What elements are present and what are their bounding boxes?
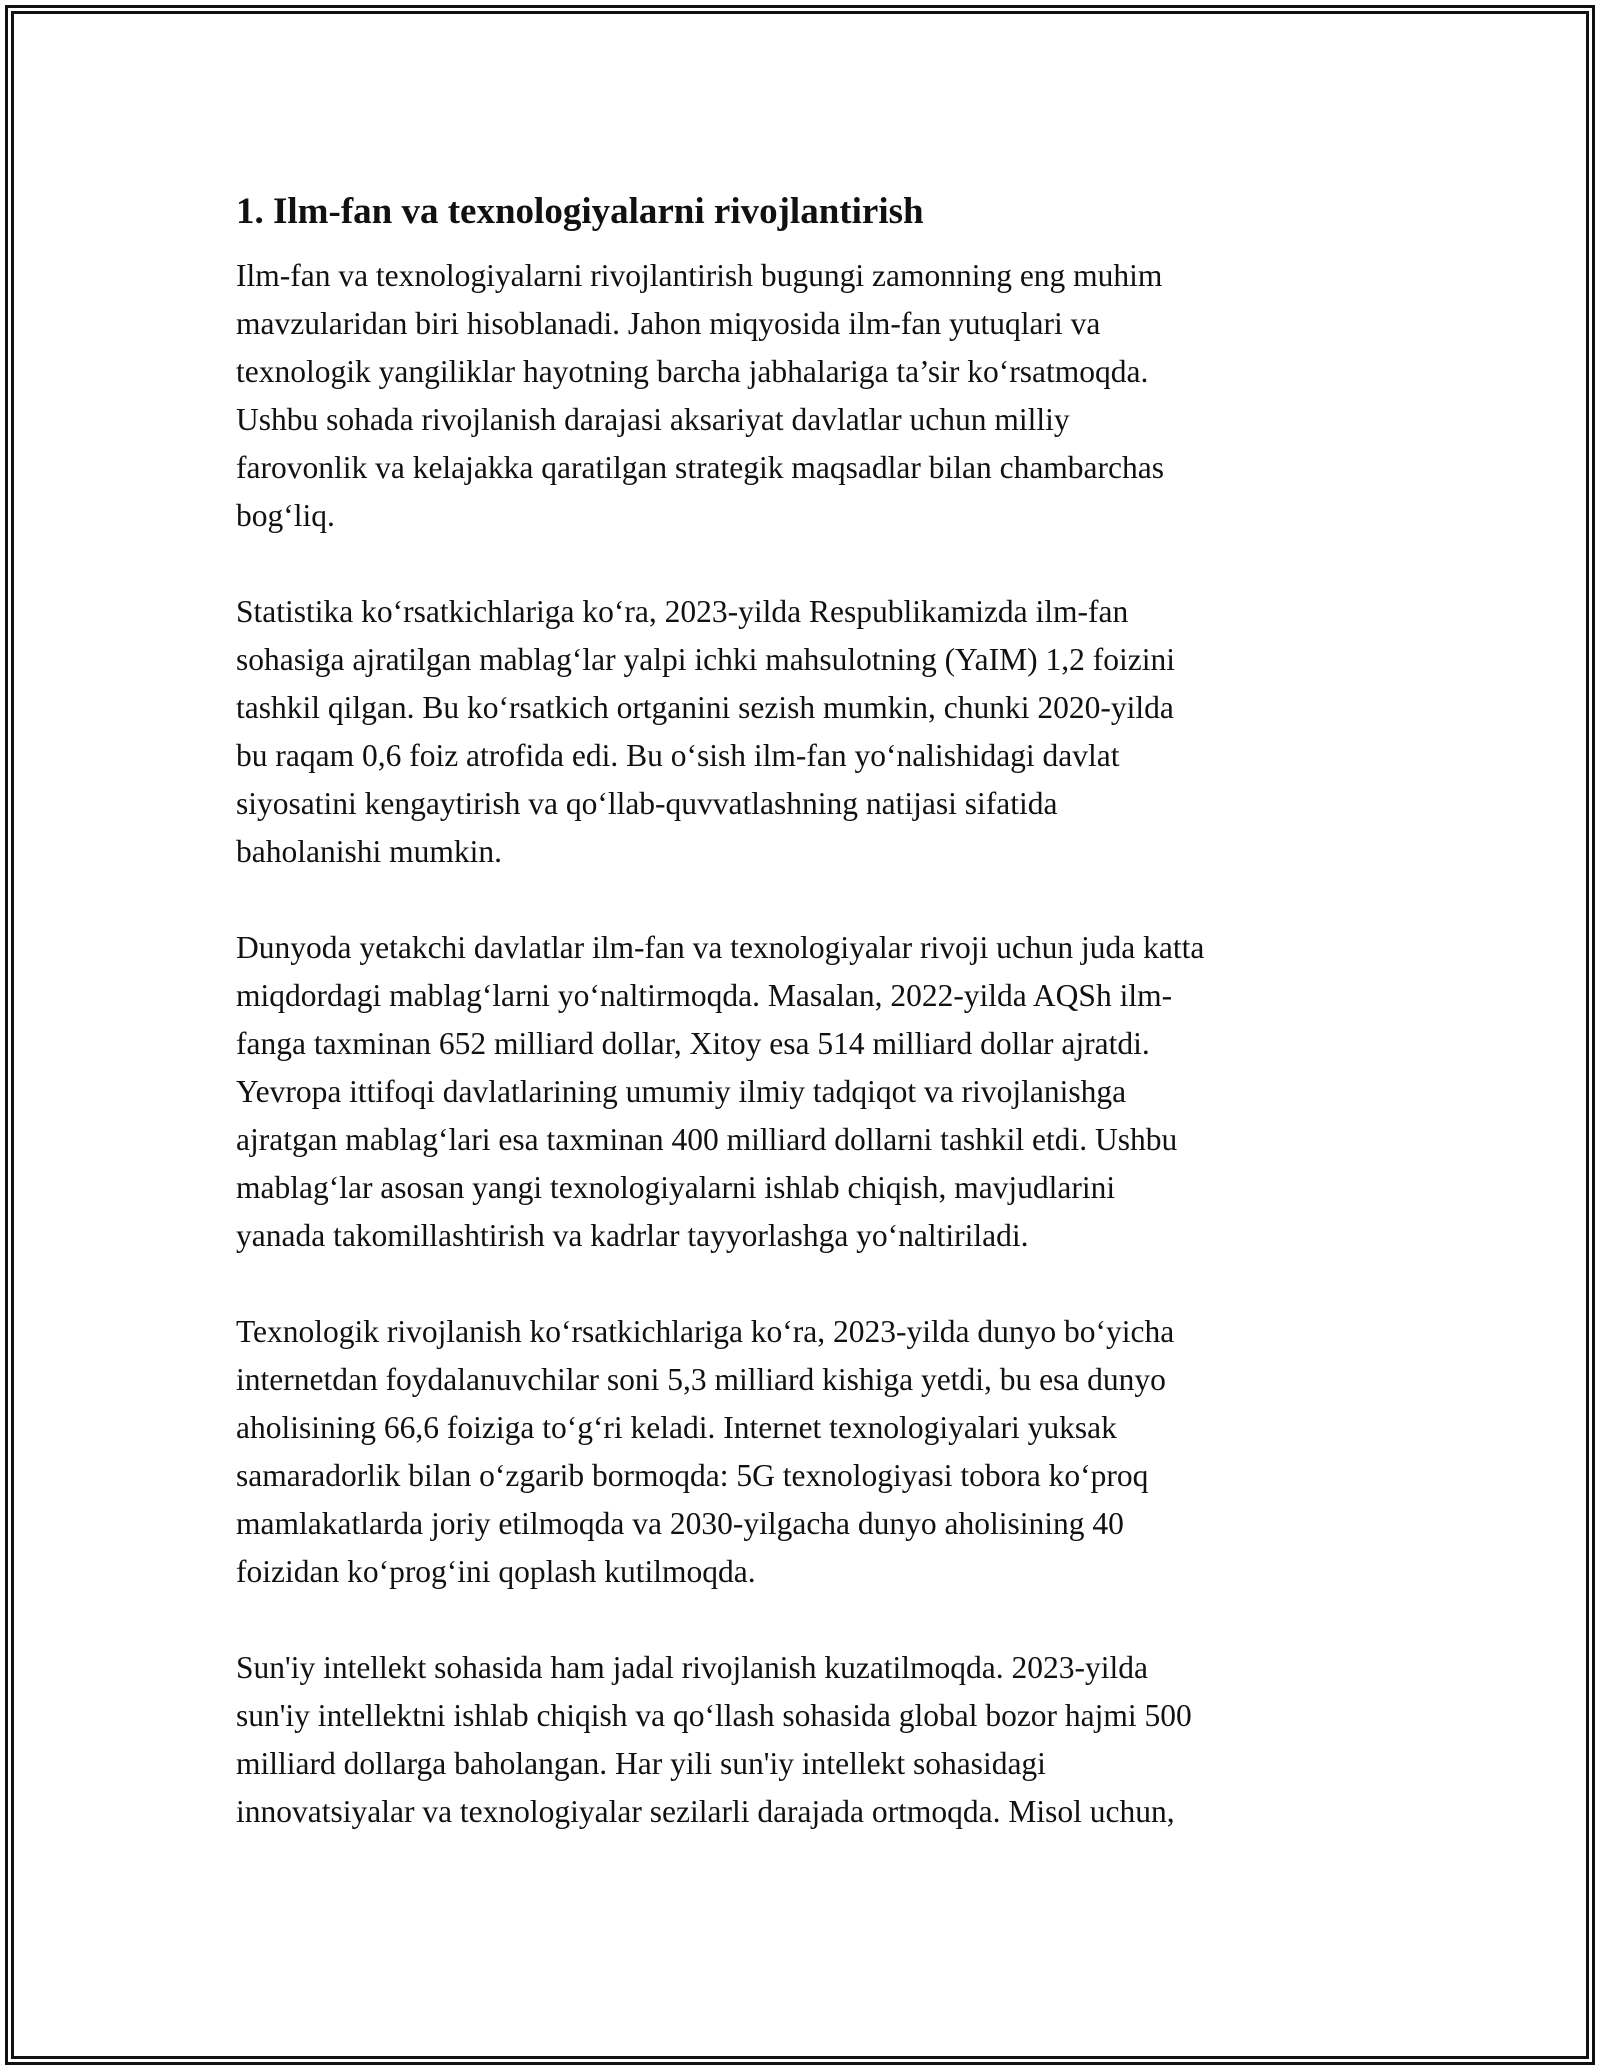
text-line: Texnologik rivojlanish ko‘rsatkichlariga ko‘ra, 2023-yilda dunyo bo‘yicha (236, 1314, 1175, 1349)
text-line: milliard dollarga baholangan. Har yili sun'iy intellekt sohasidagi (236, 1746, 1046, 1781)
text-line: mablag‘lar asosan yangi texnologiyalarni ishlab chiqish, mavjudlarini (236, 1170, 1116, 1205)
document-body (236, 186, 1366, 1836)
text-line: Yevropa ittifoqi davlatlarining umumiy ilmiy tadqiqot va rivojlanishga (236, 1074, 1127, 1109)
text-line: aholisining 66,6 foiziga to‘g‘ri keladi. Internet texnologiyalari yuksak (236, 1410, 1117, 1445)
text-line: innovatsiyalar va texnologiyalar sezilarli darajada ortmoqda. Misol uchun, (236, 1794, 1175, 1829)
text-line: Statistika ko‘rsatkichlariga ko‘ra, 2023-yilda Respublikamizda ilm-fan (236, 594, 1129, 629)
text-line: bog‘liq. (236, 498, 335, 533)
text-line: siyosatini kengaytirish va qo‘llab-quvvatlashning natijasi sifatida (236, 786, 1058, 821)
text-line: texnologik yangiliklar hayotning barcha jabhalariga ta’sir ko‘rsatmoqda. (236, 354, 1149, 389)
paragraph-statistics (236, 588, 1366, 876)
text-line: Sun'iy intellekt sohasida ham jadal rivojlanish kuzatilmoqda. 2023-yilda (236, 1650, 1149, 1685)
text-line: tashkil qilgan. Bu ko‘rsatkich ortganini sezish mumkin, chunki 2020-yilda (236, 690, 1174, 725)
text-line: sohasiga ajratilgan mablag‘lar yalpi ichki mahsulotning (YaIM) 1,2 foizini (236, 642, 1175, 677)
paragraph-internet (236, 1308, 1366, 1596)
text-line: miqdordagi mablag‘larni yo‘naltirmoqda. Masalan, 2022-yilda AQSh ilm- (236, 978, 1173, 1013)
text-line: sun'iy intellektni ishlab chiqish va qo‘llash sohasida global bozor hajmi 500 (236, 1698, 1192, 1733)
text-line: yanada takomillashtirish va kadrlar tayyorlashga yo‘naltiriladi. (236, 1218, 1029, 1253)
text-line: mamlakatlarda joriy etilmoqda va 2030-yilgacha dunyo aholisining 40 (236, 1506, 1124, 1541)
text-line: fanga taxminan 652 milliard dollar, Xitoy esa 514 milliard dollar ajratdi. (236, 1026, 1150, 1061)
section-heading: 1. Ilm-fan va texnologiyalarni rivojlantirish (236, 191, 924, 232)
text-line: internetdan foydalanuvchilar soni 5,3 milliard kishiga yetdi, bu esa dunyo (236, 1362, 1166, 1397)
text-line: Dunyoda yetakchi davlatlar ilm-fan va texnologiyalar rivoji uchun juda katta (236, 930, 1205, 965)
text-line: mavzularidan biri hisoblanadi. Jahon miqyosida ilm-fan yutuqlari va (236, 306, 1101, 341)
text-line: baholanishi mumkin. (236, 834, 502, 869)
text-line: ajratgan mablag‘lari esa taxminan 400 milliard dollarni tashkil etdi. Ushbu (236, 1122, 1178, 1157)
paragraph-world-funding (236, 924, 1366, 1260)
text-line: bu raqam 0,6 foiz atrofida edi. Bu o‘sish ilm-fan yo‘nalishidagi davlat (236, 738, 1120, 773)
paragraph-intro (236, 252, 1366, 540)
paragraph-ai (236, 1644, 1366, 1836)
text-line: Ushbu sohada rivojlanish darajasi aksariyat davlatlar uchun milliy (236, 402, 1070, 437)
text-line: samaradorlik bilan o‘zgarib bormoqda: 5G texnologiyasi tobora ko‘proq (236, 1458, 1149, 1493)
text-line: Ilm-fan va texnologiyalarni rivojlantirish bugungi zamonning eng muhim (236, 258, 1163, 293)
text-line: foizidan ko‘prog‘ini qoplash kutilmoqda. (236, 1554, 756, 1589)
text-line: farovonlik va kelajakka qaratilgan strategik maqsadlar bilan chambarchas (236, 450, 1164, 485)
